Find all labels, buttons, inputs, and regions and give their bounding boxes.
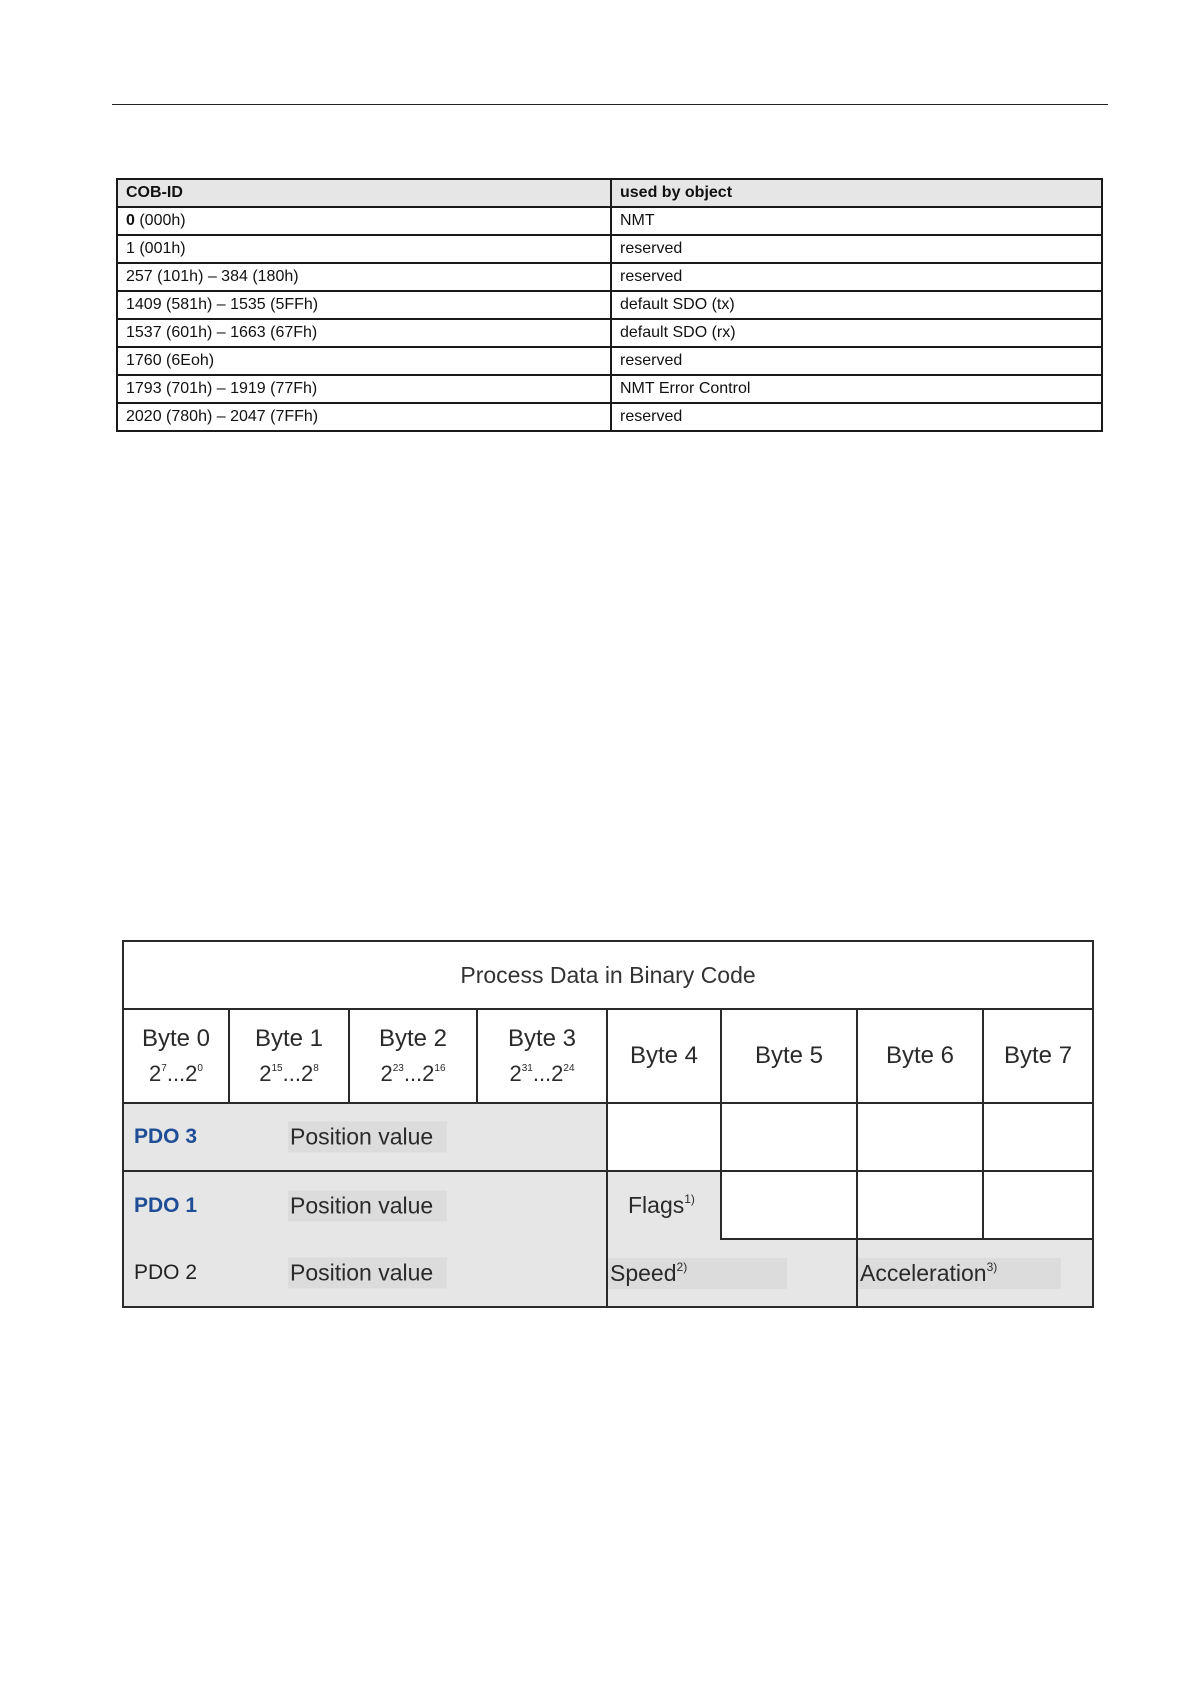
byte-1-header (229, 1009, 349, 1103)
table-header-row (117, 179, 1102, 207)
byte-label: Byte 1 (254, 1024, 324, 1052)
cob-id-cell: 2020 (780h) – 2047 (7FFh) (117, 403, 611, 431)
byte-7-header: Byte 7 (983, 1009, 1093, 1103)
pdo-1-row (123, 1171, 1093, 1239)
cob-id-cell: 1409 (581h) – 1535 (5FFh) (117, 291, 611, 319)
header-rule (112, 104, 1108, 105)
pdo-3-label: PDO 3 (134, 1125, 198, 1148)
empty-cell (607, 1103, 721, 1171)
position-value-label: Position value (288, 1190, 447, 1221)
byte-power-range: $2^{23}...2^{16}$ (380, 1060, 446, 1086)
acceleration-label: Acceleration$^{3)}$ (858, 1258, 1061, 1289)
object-cell: reserved (611, 403, 1102, 431)
cob-id-cell: 1537 (601h) – 1663 (67Fh) (117, 319, 611, 347)
cob-id-rest: (000h) (134, 212, 186, 229)
position-value-label: Position value (288, 1257, 447, 1288)
column-header-used-by-object: used by object (611, 179, 1102, 207)
table-row (117, 291, 1102, 319)
pdo-3-row (123, 1103, 1093, 1171)
cob-id-cell: 1 (001h) (117, 235, 611, 263)
table-row (117, 207, 1102, 235)
object-cell: NMT (611, 207, 1102, 235)
table-row (117, 403, 1102, 431)
byte-2-header (349, 1009, 477, 1103)
column-header-cob-id: COB-ID (117, 179, 611, 207)
speed-cell (607, 1239, 857, 1307)
pdo-1-position-cell (123, 1171, 607, 1239)
object-cell: default SDO (rx) (611, 319, 1102, 347)
empty-cell (983, 1103, 1093, 1171)
pdo-1-label: PDO 1 (134, 1193, 198, 1217)
process-data-title: Process Data in Binary Code (123, 941, 1093, 1009)
empty-cell (983, 1171, 1093, 1239)
table-row (117, 263, 1102, 291)
process-data-figure (122, 940, 1092, 1308)
byte-label: Byte 3 (507, 1024, 577, 1052)
pdo-2-label: PDO 2 (134, 1260, 198, 1284)
object-cell: default SDO (tx) (611, 291, 1102, 319)
object-cell: reserved (611, 235, 1102, 263)
process-data-table (122, 940, 1094, 1308)
pdo-2-position-cell (123, 1239, 607, 1307)
byte-power-range: $2^{31}...2^{24}$ (509, 1060, 575, 1086)
cob-id-cell: 1760 (6Eoh) (117, 347, 611, 375)
empty-cell (721, 1171, 857, 1239)
flags-label: Flags$^{1)}$ (628, 1192, 695, 1218)
cob-id-cell (117, 207, 611, 235)
empty-cell (857, 1171, 983, 1239)
cob-id-cell: 257 (101h) – 384 (180h) (117, 263, 611, 291)
speed-label: Speed$^{2)}$ (608, 1258, 787, 1289)
byte-3-header (477, 1009, 607, 1103)
pdo-3-position-cell (123, 1103, 607, 1171)
byte-label: Byte 0 (141, 1024, 211, 1052)
object-cell: NMT Error Control (611, 375, 1102, 403)
cob-id-bold: 0 (126, 212, 135, 229)
byte-power-range: $2^7...2^0$ (149, 1060, 203, 1086)
acceleration-cell (857, 1239, 1093, 1307)
cob-id-cell: 1793 (701h) – 1919 (77Fh) (117, 375, 611, 403)
byte-6-header: Byte 6 (857, 1009, 983, 1103)
object-cell: reserved (611, 263, 1102, 291)
byte-header-row (123, 1009, 1093, 1103)
byte-0-header (123, 1009, 229, 1103)
empty-cell (857, 1103, 983, 1171)
table-row (117, 319, 1102, 347)
pdo-2-row (123, 1239, 1093, 1307)
object-cell: reserved (611, 347, 1102, 375)
byte-4-header: Byte 4 (607, 1009, 721, 1103)
byte-label: Byte 2 (378, 1024, 448, 1052)
byte-5-header: Byte 5 (721, 1009, 857, 1103)
table-row (117, 347, 1102, 375)
flags-cell (607, 1171, 721, 1239)
cob-id-table (116, 178, 1103, 432)
position-value-label: Position value (288, 1122, 447, 1153)
byte-power-range: $2^{15}...2^8$ (259, 1060, 319, 1086)
empty-cell (721, 1103, 857, 1171)
table-row (117, 375, 1102, 403)
table-row (117, 235, 1102, 263)
